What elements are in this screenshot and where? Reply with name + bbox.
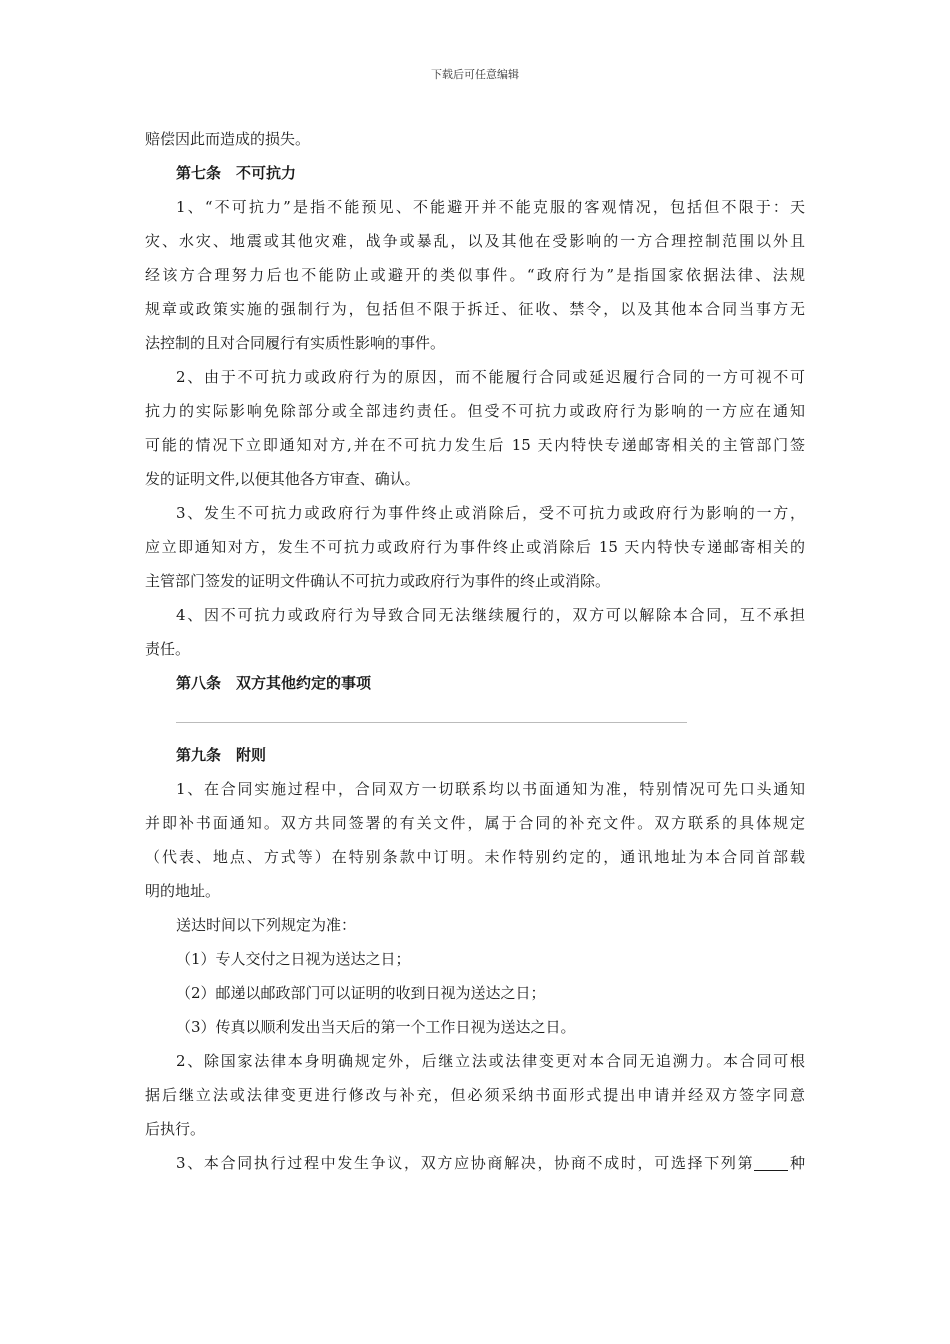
page-header: 下载后可任意编辑 <box>431 68 519 81</box>
paragraph-line: 主管部门签发的证明文件确认不可抗力或政府行为事件的终止或消除。 <box>145 572 611 590</box>
document-body <box>145 122 805 1180</box>
paragraph-line: 2、由于不可抗力或政府行为的原因，而不能履行合同或延迟履行合同的一方可视不可 <box>176 368 805 386</box>
fill-in-blank <box>754 1154 788 1171</box>
article-8-heading: 第八条 双方其他约定的事项 <box>176 674 372 692</box>
paragraph-line: 据后继立法或法律变更进行修改与补充，但必须采纳书面形式提出申请并经双方签字同意 <box>145 1086 805 1104</box>
paragraph-line: 法控制的且对合同履行有实质性影响的事件。 <box>145 334 446 352</box>
paragraph-line: 送达时间以下列规定为准： <box>176 916 357 934</box>
fill-in-rule <box>176 722 687 723</box>
clause-text-end: 种 <box>788 1154 805 1172</box>
clause-text: 3、本合同执行过程中发生争议，双方应协商解决，协商不成时，可选择下列第 <box>176 1154 755 1172</box>
paragraph-line: 抗力的实际影响免除部分或全部违约责任。但受不可抗力或政府行为影响的一方应在通知 <box>145 402 805 420</box>
paragraph-line: 责任。 <box>145 640 191 658</box>
paragraph-line: 经该方合理努力后也不能防止或避开的类似事件。“政府行为”是指国家依据法律、法规 <box>145 266 805 284</box>
paragraph-line: 规章或政策实施的强制行为，包括但不限于拆迁、征收、禁令，以及其他本合同当事方无 <box>145 300 805 318</box>
paragraph-line: 并即补书面通知。双方共同签署的有关文件，属于合同的补充文件。双方联系的具体规定 <box>145 814 805 832</box>
article-9-heading: 第九条 附则 <box>176 746 267 764</box>
paragraph-line: 2、除国家法律本身明确规定外，后继立法或法律变更对本合同无追溯力。本合同可根 <box>176 1052 805 1070</box>
list-item: （2）邮递以邮政部门可以证明的收到日视为送达之日； <box>176 984 546 1002</box>
paragraph-line: 后执行。 <box>145 1120 206 1138</box>
paragraph-line: 可能的情况下立即通知对方,并在不可抗力发生后 15 天内特快专递邮寄相关的主管部门签 <box>145 436 805 454</box>
paragraph-line: 应立即通知对方，发生不可抗力或政府行为事件终止或消除后 15 天内特快专递邮寄相关的 <box>145 538 805 556</box>
list-item: （3）传真以顺利发出当天后的第一个工作日视为送达之日。 <box>176 1018 576 1036</box>
paragraph-line: 发的证明文件,以便其他各方审查、确认。 <box>145 470 420 488</box>
fill-in-area <box>145 700 805 738</box>
paragraph-line: 灾、水灾、地震或其他灾难，战争或暴乱，以及其他在受影响的一方合理控制范围以外且 <box>145 232 805 250</box>
paragraph-line: （代表、地点、方式等）在特别条款中订明。未作特别约定的，通讯地址为本合同首部载 <box>145 848 805 866</box>
list-item: （1）专人交付之日视为送达之日； <box>176 950 411 968</box>
paragraph-line: 明的地址。 <box>145 882 221 900</box>
paragraph-line: 1、“不可抗力”是指不能预见、不能避开并不能克服的客观情况，包括但不限于：天 <box>176 198 805 216</box>
paragraph-line: 赔偿因此而造成的损失。 <box>145 130 311 148</box>
paragraph-line: 1、在合同实施过程中，合同双方一切联系均以书面通知为准，特别情况可先口头通知 <box>176 780 805 798</box>
paragraph-line <box>145 1146 805 1180</box>
article-7-heading: 第七条 不可抗力 <box>176 164 297 182</box>
paragraph-line: 3、发生不可抗力或政府行为事件终止或消除后，受不可抗力或政府行为影响的一方， <box>176 504 805 522</box>
paragraph-line: 4、因不可抗力或政府行为导致合同无法继续履行的，双方可以解除本合同，互不承担 <box>176 606 805 624</box>
